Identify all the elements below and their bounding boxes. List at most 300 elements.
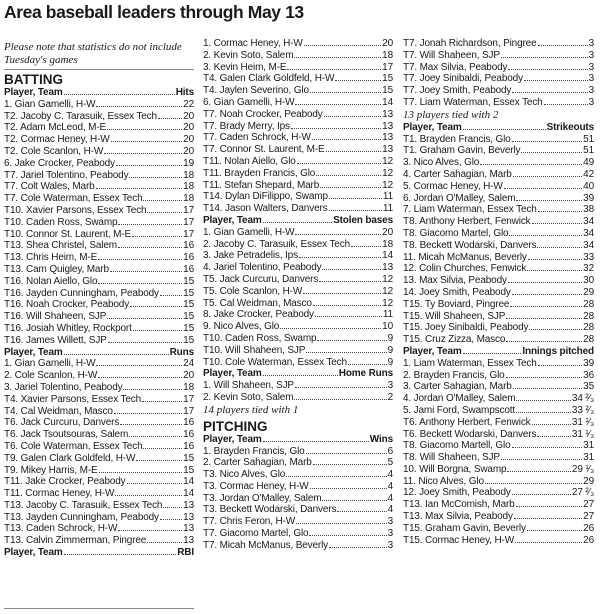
player-name: T15. Cruz Zizza, Masco (403, 334, 506, 346)
player-name: Player, Team (4, 87, 63, 98)
stat-value: 16 (183, 417, 194, 429)
dot-leader (544, 103, 588, 105)
player-name: 5. Jami Ford, Swampscott (403, 404, 515, 416)
dot-leader (538, 44, 588, 46)
stat-value: 3 (588, 85, 594, 97)
leader-row (203, 168, 393, 180)
dot-leader (512, 91, 587, 93)
dot-leader (98, 376, 182, 378)
leader-row (203, 109, 393, 121)
leader-row (403, 511, 594, 523)
dot-leader (515, 541, 582, 543)
dot-leader (510, 305, 582, 307)
stat-value: 17 (183, 216, 194, 228)
dot-leader (294, 398, 386, 400)
stat-value: 20 (183, 122, 194, 134)
dot-leader (514, 517, 582, 519)
stat-value: 4 (387, 480, 393, 492)
dot-leader (133, 329, 182, 331)
stat-value: 28 (583, 334, 594, 346)
dot-leader (143, 447, 182, 449)
dot-leader (329, 197, 382, 199)
stat-value: 16 (183, 240, 194, 252)
player-name: T6. Jack Curcuru, Danvers (4, 417, 120, 429)
stat-value: Home Runs (338, 368, 393, 380)
stat-value: 2 (387, 391, 393, 403)
dot-leader (529, 328, 582, 330)
player-name: T15. Graham Gavin, Beverly (403, 522, 526, 534)
dot-leader (508, 281, 582, 283)
leader-row (203, 121, 393, 133)
dot-leader (506, 376, 583, 378)
player-name: Player, Team (403, 121, 462, 133)
dot-leader (118, 223, 182, 225)
dot-leader (147, 211, 182, 213)
stat-value: 36 (583, 369, 594, 381)
player-name: 11. Nico Alves, Glo (403, 475, 484, 487)
leader-row (203, 132, 393, 144)
dot-leader (136, 459, 182, 461)
leader-row (403, 452, 594, 464)
player-name: T6. Beckett Wodarski, Danvers (403, 428, 537, 440)
leader-row (4, 382, 194, 394)
player-name: 1. Will Shaheen, SJP (203, 380, 294, 392)
leader-row (203, 345, 393, 357)
player-name: 1. Gian Gamelli, H-W (4, 98, 96, 110)
stat-value: 9 (387, 332, 393, 344)
stat-header (203, 215, 393, 227)
player-name: T16. Will Shaheen, SJP (4, 311, 107, 323)
section-heading: BATTING (4, 72, 63, 87)
player-name: T11. Cormac Heney, H-W (4, 488, 115, 500)
player-name: T10. Cole Waterman, Essex Tech (203, 356, 347, 368)
dot-leader (299, 256, 381, 258)
player-name: T3. Beckett Wodarski, Danvers (203, 504, 337, 516)
player-name: T15. Ty Boviard, Pingree (403, 298, 510, 310)
stat-value: 31 (583, 452, 594, 464)
dot-leader (291, 127, 381, 129)
stat-header (203, 368, 393, 380)
dot-leader (160, 294, 182, 296)
leader-row (403, 287, 594, 299)
player-name: T7. Max Silvia, Peabody (403, 61, 508, 73)
leader-row (4, 500, 194, 512)
dot-leader (297, 162, 381, 164)
column-3 (403, 38, 594, 546)
stat-value: 20 (183, 110, 194, 122)
leader-row (403, 535, 594, 547)
leader-row (203, 321, 393, 333)
stat-value: 3 (588, 61, 594, 73)
dot-leader (147, 541, 182, 543)
dot-leader (120, 423, 182, 425)
player-name: T1. Graham Gavin, Beverly (403, 145, 521, 157)
dot-leader (99, 471, 183, 473)
stat-header (4, 547, 194, 559)
stat-value: 3 (588, 96, 594, 108)
dot-leader (263, 440, 369, 442)
leader-row (4, 122, 194, 134)
dot-leader (129, 435, 182, 437)
leader-row (203, 309, 393, 321)
dot-leader (463, 352, 522, 354)
dot-leader (123, 388, 182, 390)
player-name: 3. Kevin Heim, M-E (203, 61, 287, 73)
player-name: 2. Cole Scanlon, H-W (4, 370, 98, 382)
player-name: T9. Mikey Harris, M-E (4, 464, 98, 476)
player-name: T11. Brayden Francis, Glo (203, 167, 316, 179)
dot-leader (98, 282, 182, 284)
leader-row (403, 252, 594, 264)
stat-value: 3 (588, 38, 594, 49)
stat-value: 11 (382, 203, 393, 215)
dot-leader (485, 482, 582, 484)
stat-value: 30 (583, 275, 594, 287)
leader-row (203, 516, 393, 528)
dot-leader (463, 128, 546, 130)
leader-row (4, 193, 194, 205)
dot-leader (537, 246, 582, 248)
leader-row (203, 156, 393, 168)
player-name: 8. Jake Crocker, Peabody (203, 309, 314, 321)
dot-leader (96, 105, 182, 107)
leader-row (403, 62, 594, 74)
stat-value: 14 (382, 250, 393, 262)
leader-row (4, 429, 194, 441)
dot-leader (118, 529, 182, 531)
stat-value: 16 (183, 252, 194, 264)
stat-value: 15 (183, 452, 194, 464)
leader-row (403, 73, 594, 85)
player-name: Player, Team (4, 346, 63, 358)
stat-value: 15 (183, 299, 194, 311)
stat-value: 13 (183, 535, 194, 547)
stat-value: 13 (382, 144, 393, 156)
leader-row (4, 465, 194, 477)
stat-value: 16 (183, 440, 194, 452)
leader-row (403, 240, 594, 252)
leader-row (4, 252, 194, 264)
leader-row (403, 381, 594, 393)
player-name: T13. Cam Quigley, Marb (4, 263, 109, 275)
leader-row (403, 85, 594, 97)
stat-value: 39 (583, 192, 594, 204)
stat-value: 16 (183, 429, 194, 441)
dot-leader (132, 235, 182, 237)
leader-row (203, 540, 393, 552)
player-name: T6. Jack Tsoutsouras, Salem (4, 429, 129, 441)
stat-value: 13 (382, 132, 393, 144)
player-name: 1. Cormac Heney, H-W (203, 38, 303, 49)
leader-row (403, 334, 594, 346)
player-name: T15. Cormac Heney, H-W (403, 534, 514, 546)
leader-row (403, 145, 594, 157)
stat-value: 14 (183, 476, 194, 488)
leader-row (4, 394, 194, 406)
dot-leader (104, 152, 182, 154)
leader-row (403, 476, 594, 488)
leader-row (203, 457, 393, 469)
stat-value: 12 (382, 273, 393, 285)
dot-leader (295, 233, 381, 235)
dot-leader (329, 209, 382, 211)
dot-leader (351, 245, 381, 247)
stat-value: 17 (183, 393, 194, 405)
stat-value: 15 (183, 334, 194, 346)
stat-value: 31 ¹⁄₃ (571, 416, 594, 428)
dot-leader (480, 163, 582, 165)
stat-value: 29 ¹⁄₃ (571, 463, 594, 475)
dot-leader (538, 210, 583, 212)
stats-note: Please note that statistics do not include Tuesday's games (4, 41, 182, 66)
dot-leader (304, 44, 382, 46)
leader-row (4, 240, 194, 252)
player-name: 6. Gian Gamelli, H-W (203, 96, 295, 108)
stat-value: 17 (183, 405, 194, 417)
leader-row (403, 499, 594, 511)
leader-row (4, 523, 194, 535)
dot-leader (315, 315, 382, 317)
player-name: 5. Cormac Heney, H-W (403, 180, 503, 192)
leader-row (203, 469, 393, 481)
player-name: T7. Colt Wales, Marb (4, 181, 95, 193)
stat-value: 15 (382, 73, 393, 85)
stat-value: 40 (583, 180, 594, 192)
player-name: 1. Gian Gamelli, H-W (4, 358, 96, 370)
dot-leader (312, 138, 381, 140)
stat-value: 17 (183, 228, 194, 240)
player-name: T7. Jonah Richardson, Pingree (403, 38, 537, 49)
dot-leader (263, 374, 338, 376)
player-name: 3. Nico Alves, Glo (403, 157, 480, 169)
player-name: T7. Micah McManus, Beverly (203, 539, 329, 551)
stat-value: 15 (382, 85, 393, 97)
stat-value: 34 (583, 239, 594, 251)
player-name: T3. Cormac Heney, H-W (203, 480, 309, 492)
player-name: Player, Team (4, 547, 63, 559)
player-name: 1. Liam Waterman, Essex Tech (403, 357, 537, 369)
player-name: 12. Colin Churches, Fenwick (403, 263, 527, 275)
section-heading: PITCHING (203, 418, 268, 434)
player-name: T13. Ian McComish, Marb (403, 499, 515, 511)
stat-value: 31 (583, 440, 594, 452)
leader-row (403, 299, 594, 311)
stat-value: 32 (583, 263, 594, 275)
dot-leader (516, 411, 571, 413)
leader-row (4, 323, 194, 335)
stat-value: 9 (387, 344, 393, 356)
player-name: T16. James Willett, SJP (4, 334, 107, 346)
leader-row (403, 193, 594, 205)
leader-row (4, 181, 194, 193)
stat-header (4, 87, 194, 99)
stat-value: 14 (382, 96, 393, 108)
leader-row (203, 481, 393, 493)
dot-leader (512, 293, 582, 295)
stat-value: 12 (382, 179, 393, 191)
stat-value: 27 (583, 511, 594, 523)
dot-leader (118, 246, 182, 248)
player-name: T16. Jayden Cunningham, Peabody (4, 287, 159, 299)
stat-value: 29 (583, 475, 594, 487)
dot-leader (96, 187, 183, 189)
player-name: T7. Giacomo Martel, Glo (203, 528, 309, 540)
page-title: Area baseball leaders through May 13 (4, 2, 304, 22)
leader-row (403, 216, 594, 228)
leader-row (4, 488, 194, 500)
player-name: T13. Caden Schrock, H-W (4, 523, 118, 535)
leader-row (203, 357, 393, 369)
player-name: T2. Jacoby C. Tarasuik, Essex Tech (4, 110, 157, 122)
stat-value: 35 (583, 381, 594, 393)
dot-leader (524, 79, 588, 81)
leader-row (203, 38, 393, 50)
dot-leader (142, 400, 182, 402)
player-name: 1. Brayden Francis, Glo (203, 445, 305, 457)
player-name: T6. Anthony Herbert, Fenwick (403, 416, 531, 428)
stat-value: 26 (583, 534, 594, 546)
dot-leader (313, 304, 381, 306)
dot-leader (64, 353, 169, 355)
player-name: T9. Galen Clark Goldfeld, H-W (4, 452, 136, 464)
dot-leader (96, 364, 182, 366)
leader-row (4, 158, 194, 170)
leader-row (203, 191, 393, 203)
stat-value: 6 (387, 445, 393, 457)
stat-value: 11 (382, 191, 393, 203)
player-name: T10. Caden Ross, Swamp (4, 216, 118, 228)
stat-value: 34 ²⁄₃ (571, 393, 594, 405)
dot-leader (513, 175, 582, 177)
stat-value: 12 (382, 167, 393, 179)
stat-value: 27 ²⁄₃ (571, 487, 594, 499)
stat-value: 12 (382, 285, 393, 297)
player-name: T16. Nolan Aiello, Glo (4, 275, 98, 287)
leader-row (4, 146, 194, 158)
player-name: T2. Cormac Heney, H-W (4, 134, 110, 146)
stat-value: Strikeouts (546, 121, 594, 133)
stat-value: 18 (382, 49, 393, 61)
leader-row (203, 528, 393, 540)
stat-value: 29 (583, 286, 594, 298)
player-name: 3. Carter Sahagian, Marb (403, 381, 512, 393)
leader-row (403, 204, 594, 216)
leader-row (403, 38, 594, 50)
player-name: T4. Jaylen Severino, Glo (203, 85, 309, 97)
stat-value: 16 (183, 263, 194, 275)
stat-value: Runs (169, 346, 194, 358)
stat-value: 3 (387, 528, 393, 540)
player-name: T4. Xavier Parsons, Essex Tech (4, 393, 142, 405)
leader-row (4, 358, 194, 370)
player-name: T2. Adam McLeod, M-E (4, 122, 107, 134)
dot-leader (320, 186, 381, 188)
stat-value: 27 (583, 499, 594, 511)
stat-value: 3 (387, 516, 393, 528)
dot-leader (512, 140, 583, 142)
player-name: T8. Beckett Wodarski, Danvers (403, 239, 537, 251)
stat-value: 38 (583, 204, 594, 216)
player-name: 4. Jordan O'Malley, Salem (403, 393, 516, 405)
dot-leader (158, 117, 182, 119)
stat-value: 15 (183, 322, 194, 334)
player-name: T7. Jariel Tolentino, Peabody (4, 169, 129, 181)
leader-row (203, 227, 393, 239)
player-name: T7. Cole Waterman, Essex Tech (4, 193, 143, 205)
leader-row (4, 288, 194, 300)
player-name: Player, Team (203, 368, 262, 380)
leader-row (4, 335, 194, 347)
leader-row (403, 429, 594, 441)
leader-row (4, 229, 194, 241)
stat-value: 33 ²⁄₃ (571, 404, 594, 416)
player-name: T8. Will Shaheen, SJP (403, 452, 500, 464)
leader-row (203, 203, 393, 215)
player-name: 7. Liam Waterman, Essex Tech (403, 204, 537, 216)
dot-leader (506, 317, 582, 319)
tie-note: 13 players tied with 2 (403, 108, 499, 121)
stat-value: 3 (588, 73, 594, 85)
stat-value: 15 (183, 464, 194, 476)
leader-row (403, 523, 594, 535)
leader-row (4, 134, 194, 146)
player-name: 2. Brayden Francis, Glo (403, 369, 505, 381)
leader-row (4, 205, 194, 217)
player-name: 14. Joey Smith, Peabody (403, 286, 511, 298)
player-name: T16. Noah Crocker, Peabody (4, 299, 130, 311)
dot-leader (348, 363, 387, 365)
leader-row (203, 446, 393, 458)
stat-value: 31 ¹⁄₃ (571, 428, 594, 440)
dot-leader (319, 280, 381, 282)
player-name: T15. Joey Sinibaldi, Peabody (403, 322, 529, 334)
dot-leader (527, 269, 582, 271)
player-name: 4. Carter Sahagian, Marb (403, 168, 512, 180)
leader-row (4, 170, 194, 182)
player-name: 10. Will Borgna, Swamp (403, 463, 507, 475)
leader-row (203, 274, 393, 286)
stat-value: Hits (175, 87, 194, 98)
leader-row (403, 311, 594, 323)
player-name: 2. Kevin Soto, Salem (203, 49, 294, 61)
dot-leader (114, 412, 182, 414)
leader-row (403, 464, 594, 476)
stat-value: 20 (382, 38, 393, 49)
dot-leader (507, 470, 571, 472)
dot-leader (326, 150, 382, 152)
leader-row (403, 97, 594, 109)
player-name: 3. Jake Petradelis, Ips (203, 250, 298, 262)
dot-leader (532, 222, 583, 224)
dot-leader (501, 56, 588, 58)
player-name: T10. Connor St. Laurent, M-E (4, 228, 131, 240)
dot-leader (317, 339, 386, 341)
player-name: T1. Brayden Francis, Glo (403, 133, 511, 145)
player-name: T13. Jacoby C. Tarasuik, Essex Tech (4, 499, 163, 511)
player-name: T13. Max Silvia, Peabody (403, 511, 513, 523)
stat-value: 28 (583, 298, 594, 310)
leader-row (203, 333, 393, 345)
leader-row (4, 111, 194, 123)
player-name: 3. Jariel Tolentino, Peabody (4, 381, 123, 393)
stat-value: 18 (183, 193, 194, 205)
dot-leader (130, 305, 182, 307)
dot-leader (296, 522, 387, 524)
leader-row (4, 476, 194, 488)
stat-value: 33 (583, 251, 594, 263)
column-1-body (4, 72, 194, 559)
stat-value: 20 (382, 226, 393, 238)
